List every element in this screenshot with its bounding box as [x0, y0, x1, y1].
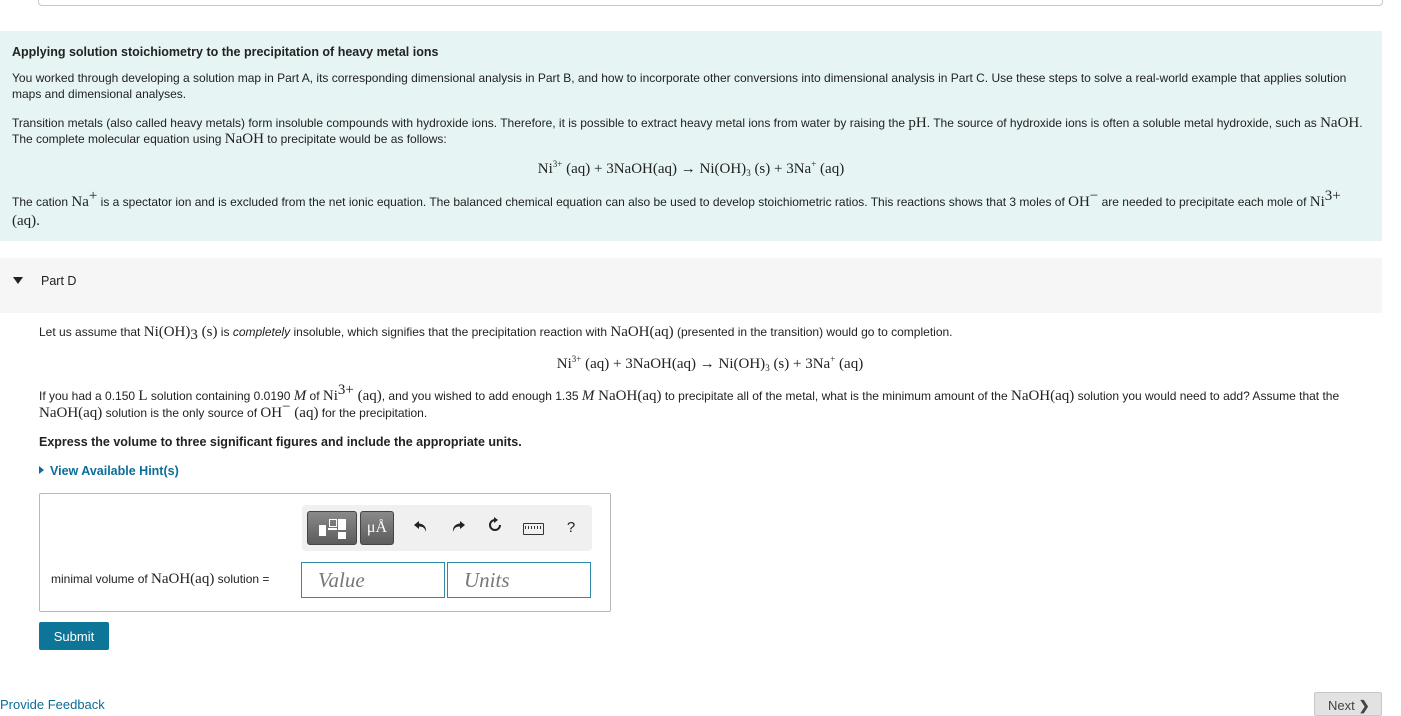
intro-panel — [0, 31, 1382, 241]
collapse-caret-icon[interactable] — [13, 277, 23, 284]
answer-label: minimal volume of NaOH(aq) solution = — [51, 571, 270, 587]
math-toolbar — [302, 505, 592, 551]
molecular-equation: $Ni^{3+}$ (aq) + 3NaOH(aq) → $Ni(OH)_3$ (s) + 3Na+ (aq) — [537, 159, 845, 178]
intro-title: Applying solution stoichiometry to the precipitation of heavy metal ions — [12, 45, 439, 59]
keyboard-icon[interactable] — [518, 511, 548, 545]
question-text-2: If you had a 0.150 L solution containing 0.0190 M of $Ni^{3+}$ (aq), and you wished to add enough 1.35 M NaOH(aq) to precipitate all of the metal, what is the minimum amount of the NaOH(aq) solution you would need to add? Assume that the NaOH(aq) solution is the only source of OH− (aq) for the precipitation. — [39, 382, 1340, 421]
question-text-1: Let us assume that $Ni(OH)_3$ (s) is completely insoluble, which signifies that the precipitation reaction with NaOH(aq) (presented in the transition) would go to completion. — [39, 324, 953, 343]
answer-box — [39, 493, 611, 612]
help-icon[interactable]: ? — [566, 519, 576, 536]
intro-paragraph-1: You worked through developing a solution map in Part A, its corresponding dimensional analysis in Part B, and how to incorporate other conversions into dimensional analysis in Part C. Use these steps to solve a real-world example that applies solution maps and dimensional analyses. — [12, 71, 1347, 101]
undo-icon[interactable] — [406, 511, 436, 545]
previous-part-card — [38, 0, 1383, 6]
reset-icon[interactable] — [480, 511, 510, 545]
provide-feedback-link[interactable]: Provide Feedback — [0, 697, 105, 712]
part-d-header[interactable] — [0, 258, 1382, 313]
value-input[interactable]: Value — [301, 562, 445, 598]
view-hints-link[interactable]: View Available Hint(s) — [39, 464, 179, 478]
units-input[interactable]: Units — [447, 562, 591, 598]
next-button[interactable]: Next ❯ — [1314, 692, 1382, 716]
submit-button[interactable]: Submit — [39, 622, 109, 650]
redo-icon[interactable] — [443, 511, 473, 545]
reaction-equation: $Ni^{3+}$ (aq) + 3NaOH(aq) → $Ni(OH)_3$ (s) + 3Na+ (aq) — [556, 354, 864, 373]
units-button[interactable]: μÅ — [360, 511, 394, 545]
chevron-right-icon: ❯ — [1358, 698, 1370, 713]
templates-button[interactable] — [307, 511, 357, 545]
part-title: Part D — [41, 274, 77, 288]
instruction-text: Express the volume to three significant figures and include the appropriate units. — [39, 435, 522, 449]
caret-right-icon — [39, 466, 44, 474]
intro-paragraph-3: The cation Na+ is a spectator ion and is excluded from the net ionic equation. The balanced chemical equation can also be used to develop stoichiometric ratios. This reactions shows that 3 moles of OH− are needed to precipitate each mole of $Ni^{3+}$ (aq). — [12, 188, 1341, 229]
intro-paragraph-2: Transition metals (also called heavy metals) form insoluble compounds with hydroxide ions. Therefore, it is possible to extract heavy metal ions from water by raising the pH. The source of hydroxide ions is often a soluble metal hydroxide, such as NaOH. The complete molecular equation using NaOH to precipitate would be as follows: — [12, 115, 1363, 147]
